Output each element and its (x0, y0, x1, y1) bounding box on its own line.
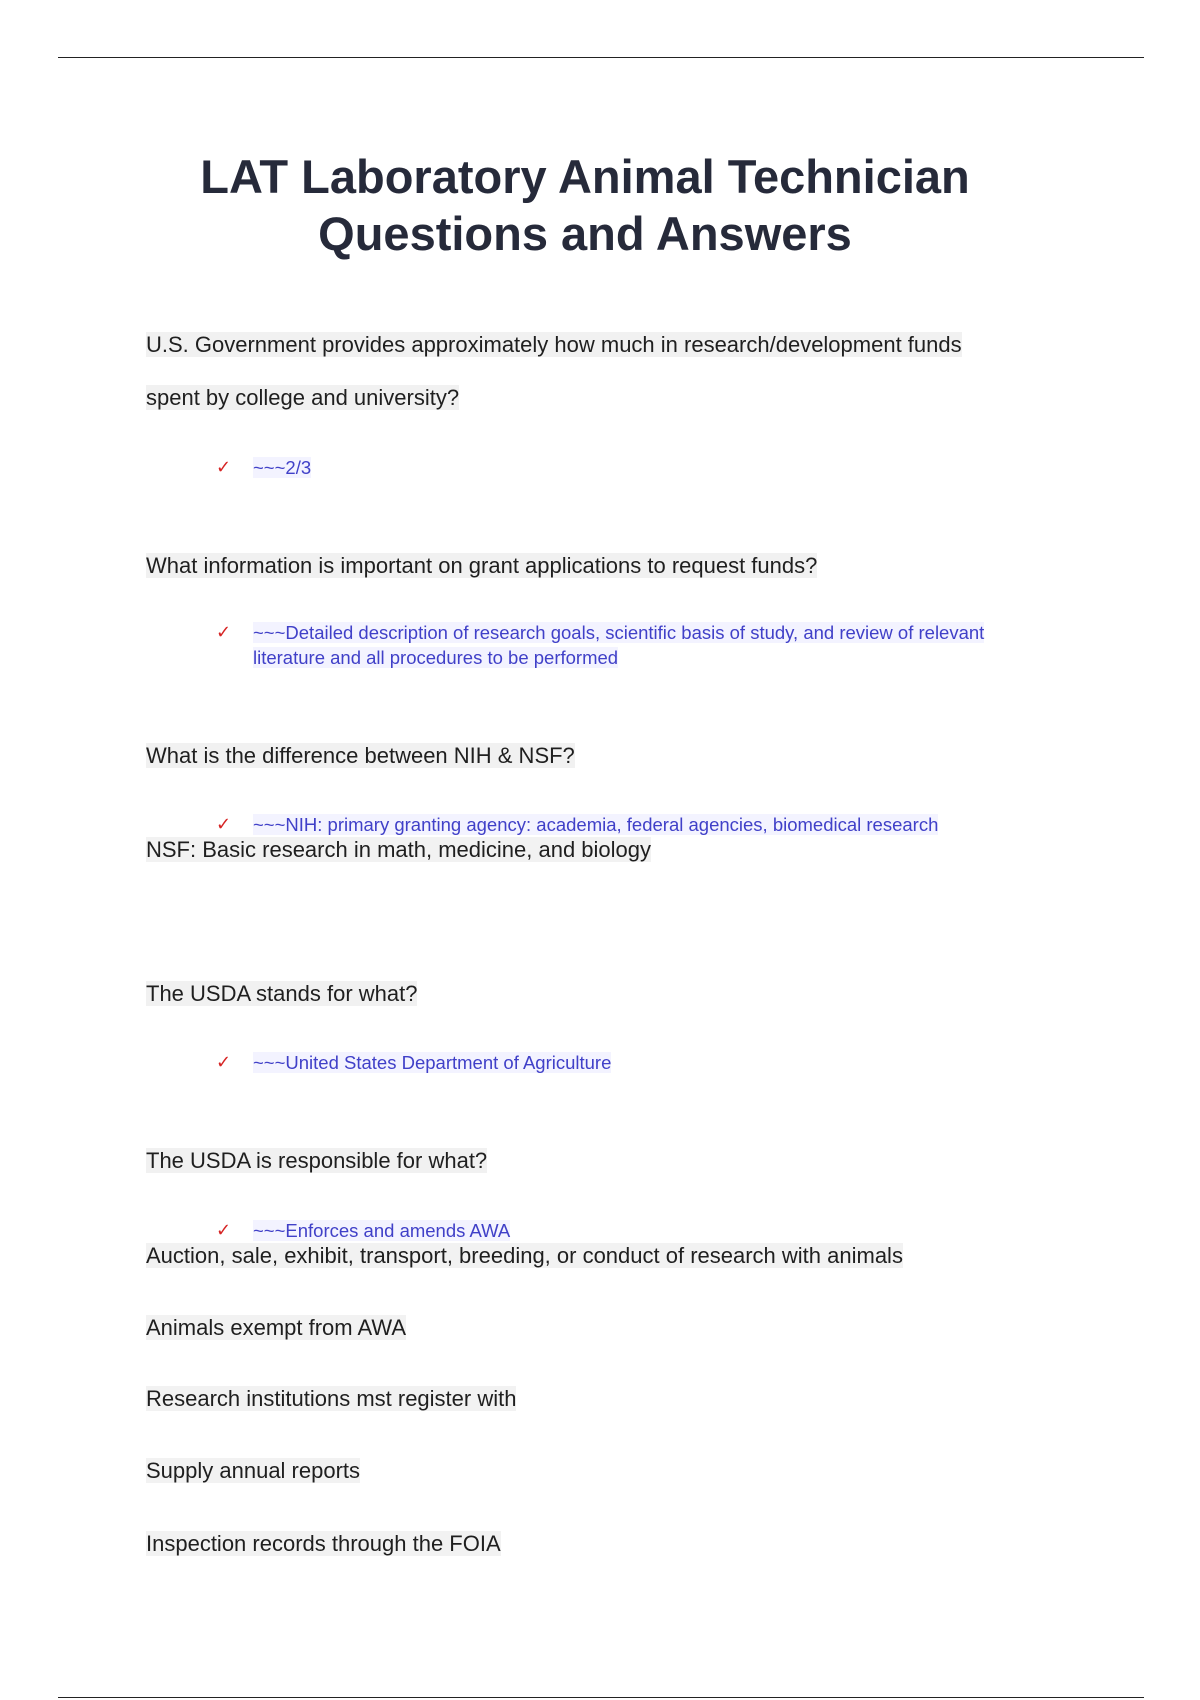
answer-5 (216, 1218, 1046, 1243)
continuation-line: Inspection records through the FOIA (146, 1531, 501, 1556)
answer-5-continuation-2 (146, 1313, 1046, 1343)
answer-1 (216, 455, 1046, 480)
answer-2 (216, 620, 1046, 670)
checkmark-icon: ✓ (216, 814, 232, 834)
title-line-1: LAT Laboratory Animal Technician (200, 150, 970, 203)
answer-5-continuation-4 (146, 1456, 1046, 1486)
answer-4-text: ~~~United States Department of Agriculture (253, 1052, 612, 1073)
continuation-line: Research institutions mst register with (146, 1386, 517, 1411)
checkmark-icon: ✓ (216, 457, 232, 477)
footer-rule (58, 1697, 1144, 1698)
checkmark-icon: ✓ (216, 622, 232, 642)
answer-5-continuation-1 (146, 1241, 1046, 1271)
question-1-line-1: U.S. Government provides approximately how much in research/development funds (146, 332, 962, 357)
answer-5-continuation-5 (146, 1529, 1046, 1559)
answer-3-continuation-text: NSF: Basic research in math, medicine, and biology (146, 837, 652, 862)
question-3-text: What is the difference between NIH & NSF? (146, 743, 575, 768)
document-title (0, 148, 1170, 262)
question-1-line-2: spent by college and university? (146, 385, 460, 410)
answer-5-continuation-3 (146, 1384, 1046, 1414)
checkmark-icon: ✓ (216, 1220, 232, 1240)
question-5-text: The USDA is responsible for what? (146, 1148, 488, 1173)
question-4 (146, 967, 1046, 1020)
answer-3 (216, 812, 1046, 837)
continuation-line: Supply annual reports (146, 1458, 361, 1483)
checkmark-icon: ✓ (216, 1052, 232, 1072)
question-2-text: What information is important on grant applications to request funds? (146, 553, 818, 578)
answer-3-continuation (146, 835, 1046, 865)
question-3 (146, 729, 1046, 782)
answer-2-line-1: ~~~Detailed description of research goals, scientific basis of study, and review of relevant (253, 622, 985, 643)
continuation-line: Animals exempt from AWA (146, 1315, 406, 1340)
answer-2-line-2: literature and all procedures to be performed (253, 647, 619, 668)
header-rule (58, 57, 1144, 58)
question-5 (146, 1134, 1046, 1187)
answer-1-text: ~~~2/3 (253, 457, 312, 478)
answer-4 (216, 1050, 1046, 1075)
question-1 (146, 318, 1046, 424)
answer-3-text: ~~~NIH: primary granting agency: academia, federal agencies, biomedical research (253, 814, 939, 835)
title-line-2: Questions and Answers (318, 207, 852, 260)
answer-5-text: ~~~Enforces and amends AWA (253, 1220, 511, 1241)
continuation-line: Auction, sale, exhibit, transport, breeding, or conduct of research with animals (146, 1243, 903, 1268)
question-4-text: The USDA stands for what? (146, 981, 418, 1006)
question-2 (146, 539, 1046, 592)
